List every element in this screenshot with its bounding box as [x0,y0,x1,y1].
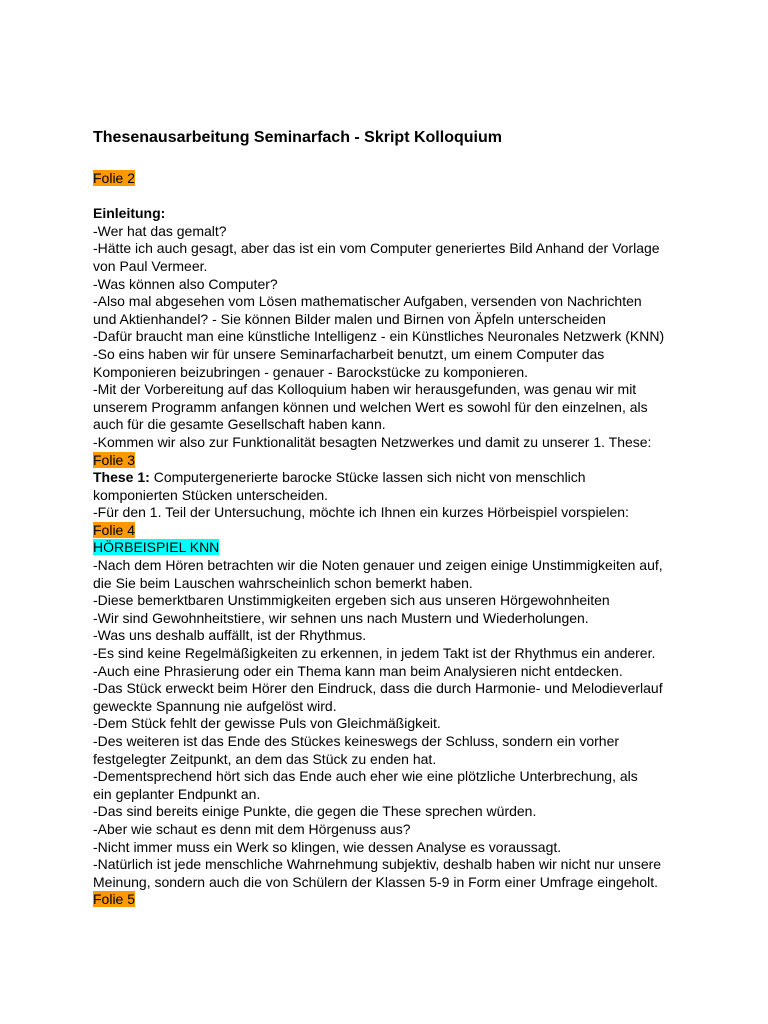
analysis-line: -Wir sind Gewohnheitstiere, wir sehnen uns nach Mustern und Wiederholungen. [93,609,589,626]
blank-line [93,188,753,206]
slide-marker-folie-3: Folie 3 [93,451,136,468]
einleitung-line: -Also mal abgesehen vom Lösen mathematischer Aufgaben, versenden von Nachrichten [93,293,642,310]
analysis-line: -Es sind keine Regelmäßigkeiten zu erkennen, in jedem Takt ist der Rhythmus ein anderer. [93,645,656,662]
analysis-line: die Sie beim Lauschen wahrscheinlich schon bemerkt haben. [93,574,473,591]
slide-marker-folie-5: Folie 5 [93,891,136,908]
einleitung-line: -Was können also Computer? [93,275,278,292]
analysis-line: -Diese bemerktbaren Unstimmigkeiten ergeben sich aus unseren Hörgewohnheiten [93,592,610,609]
these-1-line [93,469,753,487]
analysis-line: -Das sind bereits einige Punkte, die gegen die These sprechen würden. [93,803,537,820]
analysis-line: -Aber wie schaut es denn mit dem Hörgenuss aus? [93,820,411,837]
these-1-text: Computergenerierte barocke Stücke lassen sich nicht von menschlich [149,469,586,486]
einleitung-line: auch für die gesamte Gesellschaft haben kann. [93,416,386,433]
analysis-line: -Dementsprechend hört sich das Ende auch eher wie eine plötzliche Unterbrechung, als [93,768,638,785]
einleitung-line: von Paul Vermeer. [93,257,208,274]
slide-marker-folie-4: Folie 4 [93,521,136,538]
analysis-line: -Nicht immer muss ein Werk so klingen, wie dessen Analyse es voraussagt. [93,838,562,855]
these-1-continuation: komponierten Stücken unterscheiden. [93,486,329,503]
analysis-line: -Dem Stück fehlt der gewisse Puls von Gleichmäßigkeit. [93,715,441,732]
analysis-line: -Auch eine Phrasierung oder ein Thema kann man beim Analysieren nicht entdecken. [93,662,623,679]
analysis-line: Meinung, sondern auch die von Schülern der Klassen 5-9 in Form einer Umfrage eingeholt. [93,873,658,890]
document-title: Thesenausarbeitung Seminarfach - Skript Kolloquium [93,129,502,146]
einleitung-line: -Wer hat das gemalt? [93,222,227,239]
analysis-line: -Nach dem Hören betrachten wir die Noten genauer und zeigen einige Unstimmigkeiten auf, [93,557,663,574]
analysis-line: festgelegter Zeitpunkt, an dem das Stück zu enden hat. [93,750,437,767]
slide-marker-folie-2: Folie 2 [93,170,136,186]
einleitung-line: Komponieren beizubringen - genauer - Barockstücke zu komponieren. [93,363,529,380]
einleitung-line: -So eins haben wir für unsere Seminarfacharbeit benutzt, um einem Computer das [93,345,605,362]
einleitung-line: und Aktienhandel? - Sie können Bilder malen und Birnen von Äpfeln unterscheiden [93,310,606,327]
audio-example-marker: HÖRBEISPIEL KNN [93,539,220,556]
einleitung-line: -Kommen wir also zur Funktionalität besagten Netzwerkes und damit zu unserer 1. These: [93,433,652,450]
these-1-continuation: -Für den 1. Teil der Untersuchung, möchte ich Ihnen ein kurzes Hörbeispiel vorspielen: [93,504,629,521]
einleitung-line: -Hätte ich auch gesagt, aber das ist ein vom Computer generiertes Bild Anhand der Vorlage [93,240,660,257]
these-1-label: These 1: [93,469,150,486]
einleitung-line: -Mit der Vorbereitung auf das Kolloquium haben wir herausgefunden, was genau wir mit [93,381,637,398]
analysis-line: geweckte Spannung nie aufgelöst wird. [93,697,337,714]
analysis-line: -Natürlich ist jede menschliche Wahrnehmung subjektiv, deshalb haben wir nicht nur unsere [93,856,662,873]
analysis-line: -Das Stück erweckt beim Hörer den Eindruck, dass die durch Harmonie- und Melodieverlauf [93,680,663,697]
einleitung-line: unserem Programm anfangen können und welchen Wert es sowohl für den einzelnen, als [93,398,648,415]
analysis-line: ein geplanter Endpunkt an. [93,785,261,802]
analysis-line: -Des weiteren ist das Ende des Stückes keineswegs der Schluss, sondern ein vorher [93,733,620,749]
einleitung-heading: Einleitung: [93,205,166,222]
einleitung-line: -Dafür braucht man eine künstliche Intelligenz - ein Künstliches Neuronales Netzwerk (KNN) [93,328,665,345]
document-body [93,170,753,909]
analysis-line: -Was uns deshalb auffällt, ist der Rhythmus. [93,627,367,644]
